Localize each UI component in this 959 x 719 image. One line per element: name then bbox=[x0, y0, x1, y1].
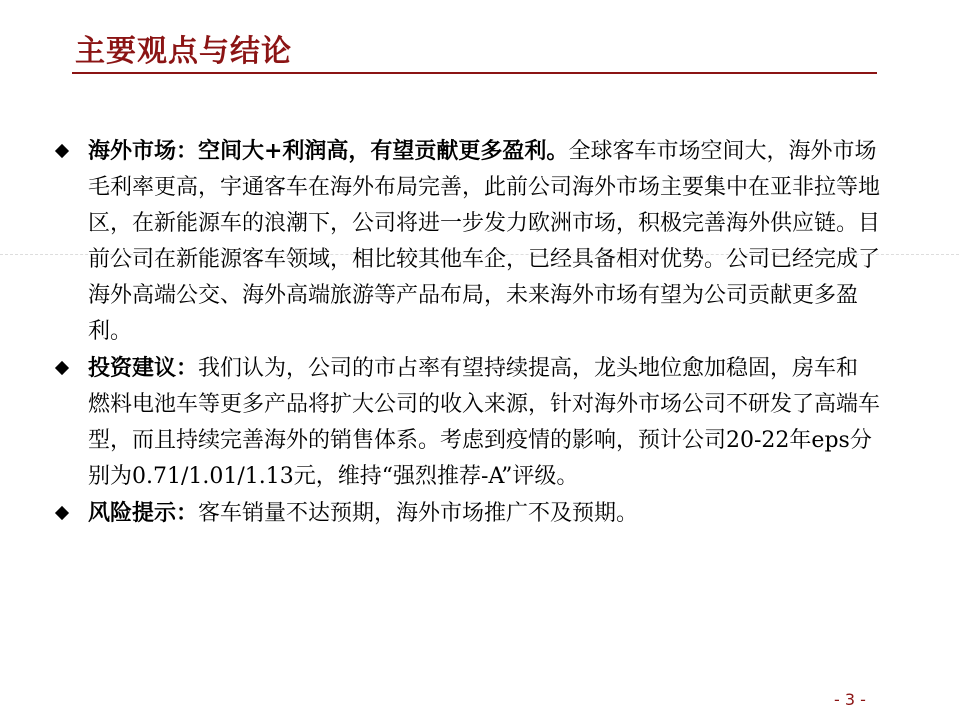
bullet-risk-warning bbox=[50, 495, 880, 532]
bullet-lead: 风险提示： bbox=[88, 500, 199, 526]
bullet-investment-advice bbox=[50, 350, 880, 495]
bullet-lead: 投资建议： bbox=[88, 355, 199, 381]
title-divider bbox=[72, 72, 877, 74]
bullet-lead: 海外市场：空间大+利润高，有望贡献更多盈利。 bbox=[88, 138, 569, 164]
bullet-list bbox=[50, 133, 880, 532]
bullet-overseas-market bbox=[50, 133, 880, 350]
page-number: - 3 - bbox=[834, 690, 866, 709]
bullet-text: 我们认为，公司的市占率有望持续提高，龙头地位愈加稳固，房车和燃料电池车等更多产品将扩大公司的收入来源，针对海外市场公司不研发了高端车型，而且持续完善海外的销售体系。考虑到疫情的影响，预计公司20-22年eps分别为0.71/1.01/1.13元，维持“强烈推荐-A”评级。 bbox=[88, 356, 881, 489]
bullet-text: 客车销量不达预期，海外市场推广不及预期。 bbox=[198, 501, 639, 526]
slide-title: 主要观点与结论 bbox=[75, 34, 292, 69]
bullet-text: 全球客车市场空间大，海外市场毛利率更高，宇通客车在海外布局完善，此前公司海外市场主要集中在亚非拉等地区，在新能源车的浪潮下，公司将进一步发力欧洲市场，积极完善海外供应链。目前公司在新能源客车领域，相比较其他车企，已经具备相对优势。公司已经完成了海外高端公交、海外高端旅游等产品布局，未来海外市场有望为公司贡献更多盈利。 bbox=[88, 139, 881, 344]
diamond-bullet-icon bbox=[55, 361, 69, 375]
diamond-bullet-icon bbox=[55, 506, 69, 520]
diamond-bullet-icon bbox=[55, 144, 69, 158]
